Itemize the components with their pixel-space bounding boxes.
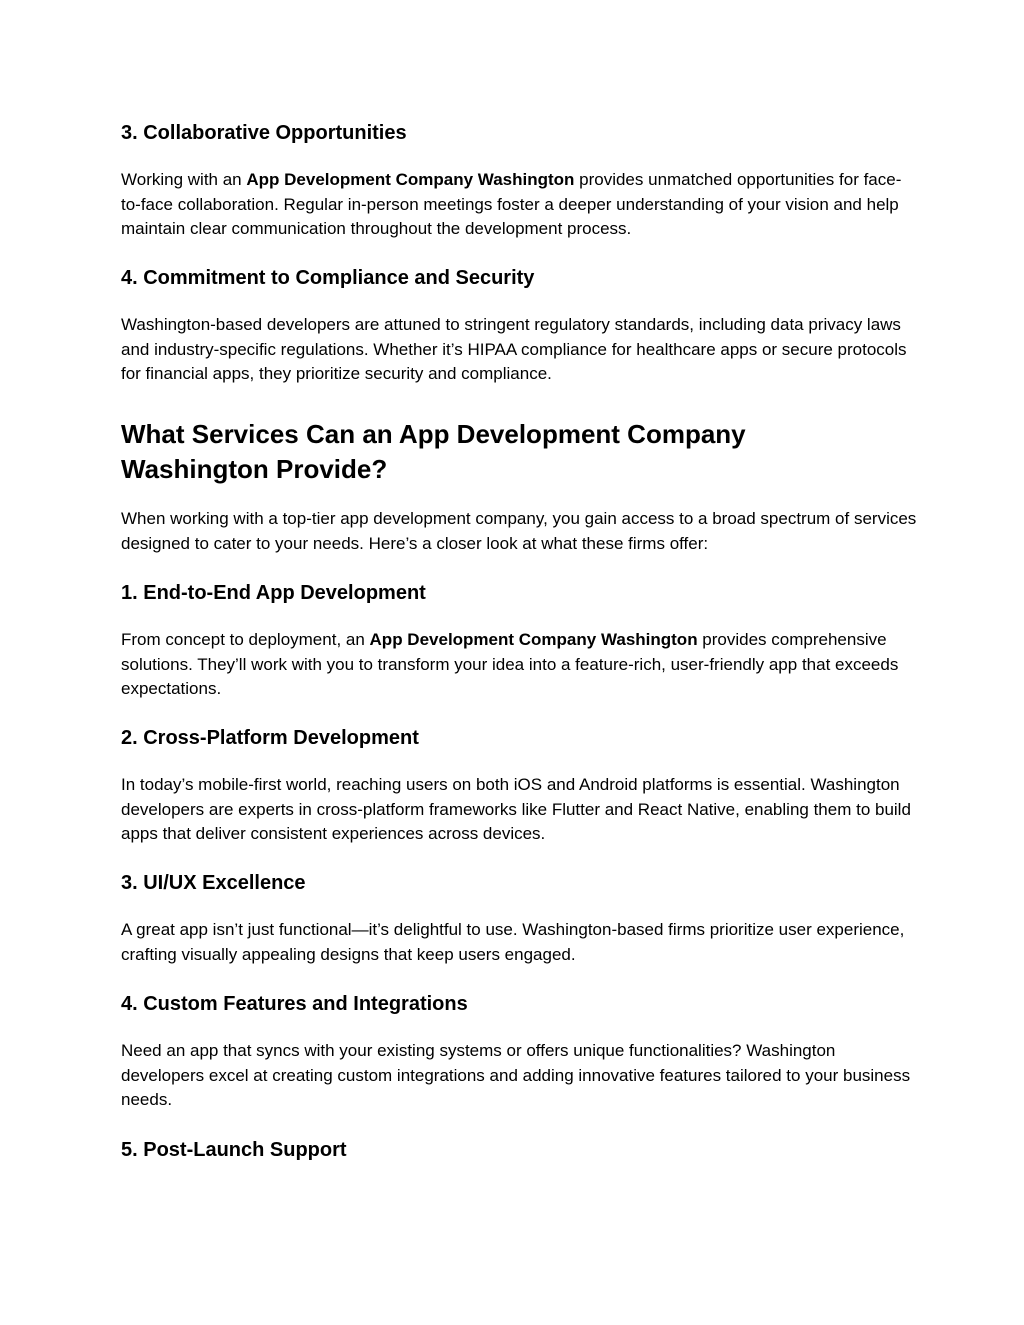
bold-keyword: App Development Company Washington: [246, 170, 575, 189]
main-heading-line1: What Services Can an App Development Company: [121, 419, 746, 449]
service-body-ui-ux: A great app isn’t just functional—it’s delightful to use. Washington-based firms prioritize user experience, crafting visually appealing designs that keep users engaged.: [121, 920, 905, 964]
service-body-end-to-end: [121, 628, 921, 702]
section-body-compliance-security: Washington-based developers are attuned to stringent regulatory standards, including data privacy laws and industry-specific regulations. Whether it’s HIPAA compliance for healthcare apps or secure protocols for financial apps, they prioritize security and compliance.: [121, 315, 907, 383]
service-body-cross-platform: In today’s mobile-first world, reaching users on both iOS and Android platforms is essential. Washington developers are experts in cross-platform frameworks like Flutter and React Native, enabling them to build apps that deliver consistent experiences across devices.: [121, 775, 911, 843]
body-text: From concept to deployment, an: [121, 630, 370, 649]
body-text: provides comprehensive solutions. They’ll work with you to transform your idea into a feature-rich, user-friendly app that exceeds expectations.: [121, 630, 899, 698]
body-text: provides unmatched opportunities for face-to-face collaboration. Regular in-person meetings foster a deeper understanding of your vision and help maintain clear communication throughout the development process.: [121, 170, 902, 238]
section-body-collaborative-opportunities: [121, 168, 921, 242]
intro-paragraph: When working with a top-tier app development company, you gain access to a broad spectrum of services designed to cater to your needs. Here’s a closer look at what these firms offer:: [121, 509, 917, 553]
service-heading-ui-ux: 3. UI/UX Excellence: [121, 872, 306, 894]
section-heading-collaborative-opportunities: 3. Collaborative Opportunities: [121, 122, 407, 144]
bold-keyword: App Development Company Washington: [369, 630, 698, 649]
service-body-custom-features: Need an app that syncs with your existing systems or offers unique functionalities? Washington developers excel at creating custom integrations and adding innovative features tailored to your business needs.: [121, 1041, 911, 1109]
section-heading-compliance-security: 4. Commitment to Compliance and Security: [121, 267, 535, 289]
service-heading-custom-features: 4. Custom Features and Integrations: [121, 993, 468, 1015]
service-heading-cross-platform: 2. Cross-Platform Development: [121, 727, 419, 749]
service-heading-post-launch: 5. Post-Launch Support: [121, 1139, 347, 1161]
main-heading: [121, 417, 881, 487]
body-text: Working with an: [121, 170, 247, 189]
main-heading-line2: Washington Provide?: [121, 454, 388, 484]
service-heading-end-to-end: 1. End-to-End App Development: [121, 582, 426, 604]
